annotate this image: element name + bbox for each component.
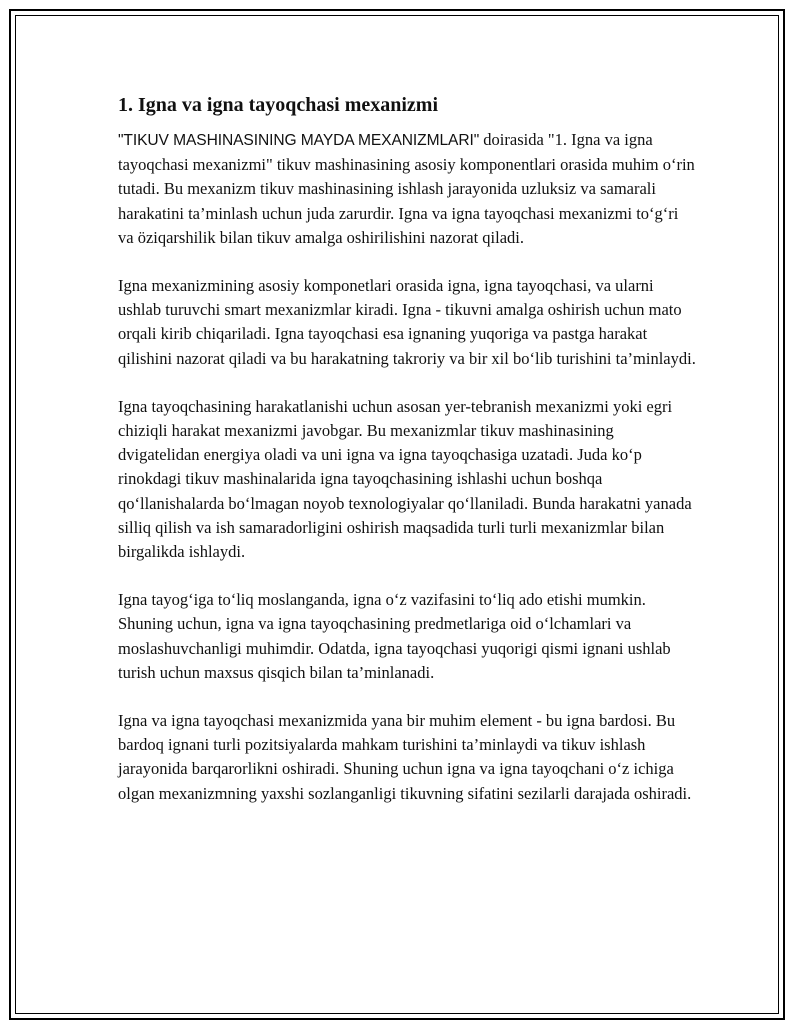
paragraph-5: Igna va igna tayoqchasi mexanizmida yana bir muhim element - bu igna bardosi. Bu bardoq ignani turli pozitsiyalarda mahkam turishini ta’minlaydi va tikuv ishlash jarayonida barqarorlikni oshiradi. Shuning uchun igna va igna tayoqchani o‘z ichiga olgan mexanizmning yaxshi sozlanganligi tikuvning sifatini sezilarli darajada oshiradi. bbox=[118, 711, 692, 803]
paragraph-2: Igna mexanizmining asosiy komponetlari orasida igna, igna tayoqchasi, va ularni ushlab turuvchi smart mexanizmlar kiradi. Igna - tikuvni amalga oshirish uchun mato orqali kirib chiqariladi. Igna tayoqchasi esa ignaning yuqoriga va pastga harakat qilishini nazorat qiladi va bu harakatning takroriy va bir xil bo‘lib turishini ta’minlaydi. bbox=[118, 276, 696, 368]
document-body bbox=[118, 92, 698, 830]
lead-quote: "TIKUV MASHINASINING MAYDA MEXANIZMLARI" bbox=[118, 132, 480, 149]
section-heading: 1. Igna va igna tayoqchasi mexanizmi bbox=[118, 94, 439, 116]
paragraph-1 bbox=[118, 128, 698, 250]
paragraph-4: Igna tayog‘iga to‘liq moslanganda, igna o‘z vazifasini to‘liq ado etishi mumkin. Shuning uchun, igna va igna tayoqchasining predmetlariga oid o‘lchamlari va moslashuvchanligi muhimdir. Odatda, igna tayoqchasi yuqorigi qismi ignani ushlab turish uchun maxsus qisqich bilan ta’minlanadi. bbox=[118, 590, 671, 682]
paragraph-1-text: doirasida "1. Igna va igna tayoqchasi mexanizmi" tikuv mashinasining asosiy komponentlari orasida muhim o‘rin tutadi. Bu mexanizm tikuv mashinasining ishlash jarayonida uzluksiz va samarali harakatini ta’minlash uchun juda zarurdir. Igna va igna tayoqchasi mexanizmi to‘g‘ri va öziqarshilik bilan tikuv amalga oshirilishini nazorat qiladi. bbox=[118, 130, 695, 247]
paragraph-3: Igna tayoqchasining harakatlanishi uchun asosan yer-tebranish mexanizmi yoki egri chiziqli harakat mexanizmi javobgar. Bu mexanizmlar tikuv mashinasining dvigatelidan energiya oladi va uni igna va igna tayoqchasiga uzatadi. Juda ko‘p rinokdagi tikuv mashinalarida igna tayoqchasining ishlashi uchun boshqa qo‘llanishalarda bo‘lmagan noyob texnologiyalar qo‘llaniladi. Bunda harakatni yanada silliq qilish va ish samaradorligini oshirish maqsadida turli turli mexanizmlar bilan birgalikda ishlaydi. bbox=[118, 396, 692, 562]
